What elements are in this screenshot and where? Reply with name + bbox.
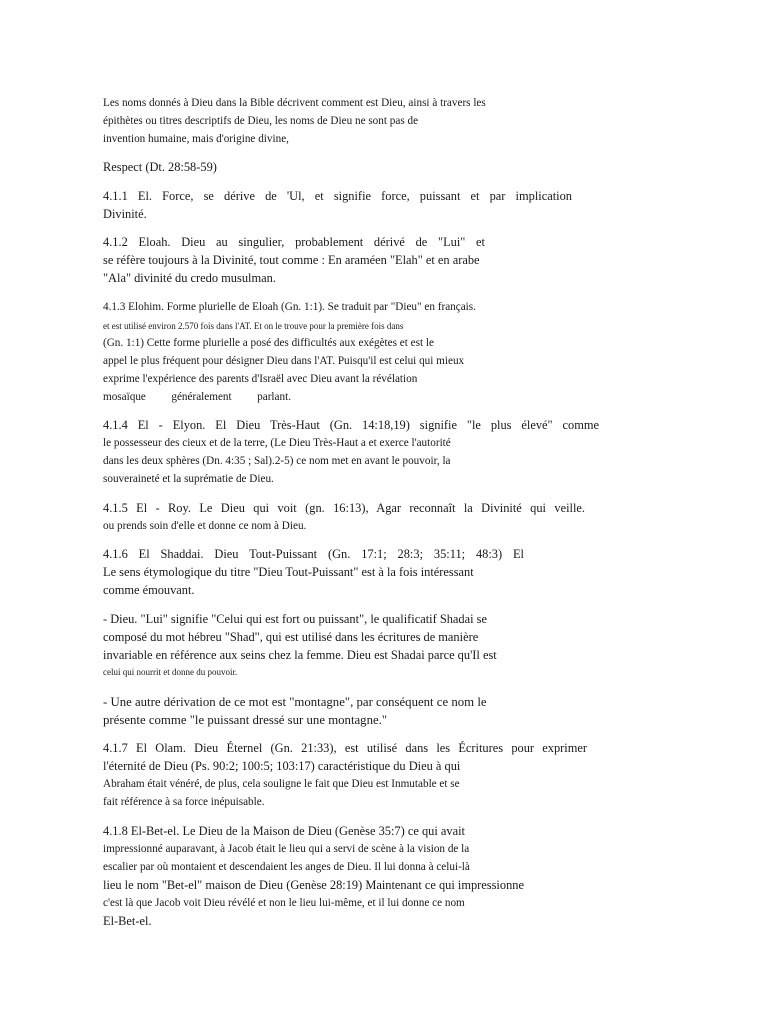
text-line: escalier par où montaient et descendaient les anges de Dieu. Il lui donna à celui-là: [103, 861, 470, 873]
text-line: fait référence à sa force inépuisable.: [103, 796, 265, 808]
text-line: composé du mot hébreu "Shad", qui est utilisé dans les écritures de manière: [103, 630, 479, 644]
text-line: se réfère toujours à la Divinité, tout comme : En araméen "Elah" et en arabe: [103, 253, 480, 267]
text-line: souveraineté et la suprématie de Dieu.: [103, 473, 274, 485]
text-line: présente comme "le puissant dressé sur une montagne.": [103, 713, 388, 727]
text-line: 4.1.6 El Shaddai. Dieu Tout-Puissant (Gn. 17:1; 28:3; 35:11; 48:3) El: [103, 547, 524, 561]
text-line: Le sens étymologique du titre "Dieu Tout-Puissant" est à la fois intéressant: [103, 565, 474, 579]
text-line: celui qui nourrit et donne du pouvoir.: [103, 667, 238, 677]
text-line: dans les deux sphères (Dn. 4:35 ; Sal).2-5) ce nom met en avant le pouvoir, la: [103, 455, 451, 467]
text-line: - Dieu. "Lui" signifie "Celui qui est fort ou puissant", le qualificatif Shadai se: [103, 612, 487, 626]
text-line: 4.1.7 El Olam. Dieu Éternel (Gn. 21:33), est utilisé dans les Écritures pour exprimer: [103, 741, 587, 755]
text-line: 4.1.4 El - Elyon. El Dieu Très-Haut (Gn. 14:18,19) signifie "le plus élevé" comme: [103, 418, 599, 432]
text-line: 4.1.3 Elohim. Forme plurielle de Eloah (Gn. 1:1). Se traduit par "Dieu" en français.: [103, 301, 476, 313]
text-line: lieu le nom "Bet-el" maison de Dieu (Genèse 28:19) Maintenant ce qui impressionne: [103, 878, 524, 892]
text-line: 4.1.2 Eloah. Dieu au singulier, probablement dérivé de "Lui" et: [103, 235, 485, 249]
text-line: c'est là que Jacob voit Dieu révélé et non le lieu lui-même, et il lui donne ce nom: [103, 897, 465, 909]
text-line: 4.1.8 El-Bet-el. Le Dieu de la Maison de Dieu (Genèse 35:7) ce qui avait: [103, 824, 465, 838]
text-line: le possesseur des cieux et de la terre, (Le Dieu Très-Haut a et exerce l'autorité: [103, 437, 451, 449]
text-line: Divinité.: [103, 207, 147, 221]
text-line: impressionné auparavant, à Jacob était le lieu qui a servi de scène à la vision de la: [103, 843, 470, 855]
text-line: 4.1.5 El - Roy. Le Dieu qui voit (gn. 16:13), Agar reconnaît la Divinité qui veille.: [103, 501, 585, 515]
text-line: 4.1.1 El. Force, se dérive de 'Ul, et signifie force, puissant et par implication: [103, 189, 572, 203]
text-line: ou prends soin d'elle et donne ce nom à Dieu.: [103, 520, 307, 532]
text-line: invariable en référence aux seins chez la femme. Dieu est Shadai parce qu'Il est: [103, 648, 497, 662]
text-line: "Ala" divinité du credo musulman.: [103, 271, 276, 285]
text-line: comme émouvant.: [103, 583, 195, 597]
text-line: épithètes ou titres descriptifs de Dieu, les noms de Dieu ne sont pas de: [103, 115, 419, 127]
text-line: appel le plus fréquent pour désigner Dieu dans l'AT. Puisqu'il est celui qui mieux: [103, 355, 465, 367]
text-line: invention humaine, mais d'origine divine,: [103, 133, 289, 145]
text-line: et est utilisé environ 2.570 fois dans l'AT. Et on le trouve pour la première fois dans: [103, 321, 404, 331]
text-line: mosaïque généralement parlant.: [103, 391, 291, 403]
text-line: Respect (Dt. 28:58-59): [103, 160, 217, 174]
text-line: Abraham était vénéré, de plus, cela souligne le fait que Dieu est Inmutable et se: [103, 778, 460, 790]
text-line: l'éternité de Dieu (Ps. 90:2; 100:5; 103:17) caractéristique du Dieu à qui: [103, 759, 461, 773]
text-line: (Gn. 1:1) Cette forme plurielle a posé des difficultés aux exégètes et est le: [103, 337, 434, 349]
text-line: El-Bet-el.: [103, 914, 152, 928]
text-line: Les noms donnés à Dieu dans la Bible décrivent comment est Dieu, ainsi à travers les: [103, 97, 486, 109]
text-line: exprime l'expérience des parents d'Israël avec Dieu avant la révélation: [103, 373, 418, 385]
text-line: - Une autre dérivation de ce mot est "montagne", par conséquent ce nom le: [103, 695, 487, 709]
